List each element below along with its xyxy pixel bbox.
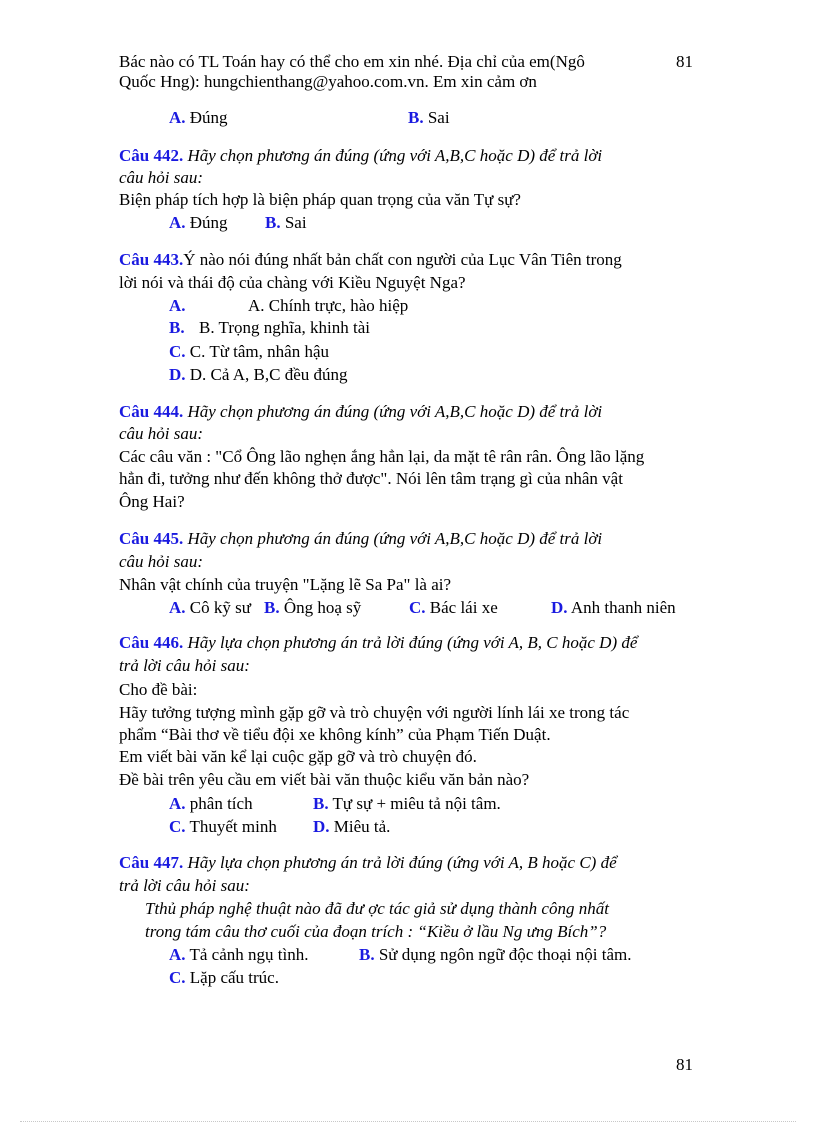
option-d-text: Miêu tả. (333, 817, 391, 836)
option-b-text: Tự sự + miêu tả nội tâm. (332, 794, 501, 813)
header-page-number: 81 (676, 52, 693, 71)
option-d-label: D. (313, 817, 330, 836)
question-text-cont: trong tám câu thơ cuối của đoạn trích : “Kiều ở lầu Ng ưng Bích”? (145, 922, 607, 941)
question-text: Tthủ pháp nghệ thuật nào đã đư ợc tác giả sử dụng thành công nhất (145, 899, 609, 918)
option-b-label: B. (313, 794, 329, 813)
option-c (169, 817, 277, 837)
option-c-text: C. Từ tâm, nhân hậu (189, 342, 329, 361)
option-c-text: Bác lái xe (429, 598, 498, 617)
option-a-label: A. (169, 108, 186, 127)
instruction-text-cont: câu hỏi sau: (119, 168, 204, 187)
question-label: Câu 445. (119, 529, 184, 548)
option-c (409, 598, 498, 618)
option-b (359, 945, 631, 965)
option-c-text: Thuyết minh (189, 817, 277, 836)
option-a-text: A. Chính trực, hào hiệp (248, 296, 409, 315)
header-line-2: Quốc Hng): hungchienthang@yahoo.com.vn. Em xin cảm ơn (119, 72, 537, 91)
option-b (265, 213, 307, 233)
option-a-label: A. (169, 213, 186, 232)
question-label: Câu 447. (119, 853, 184, 872)
option-b-label: B. (408, 108, 424, 127)
option-d (169, 365, 348, 385)
option-d-label: D. (551, 598, 568, 617)
page-bottom-divider (20, 1121, 796, 1122)
option-c (169, 342, 329, 362)
option-b (169, 318, 185, 338)
option-c (169, 968, 279, 988)
option-b-text: B. Trọng nghĩa, khinh tài (199, 318, 370, 337)
instruction-text-cont: câu hỏi sau: (119, 552, 204, 571)
option-a (169, 296, 186, 316)
option-b (264, 598, 361, 618)
option-a-text: phân tích (189, 794, 253, 813)
option-a (169, 108, 228, 128)
instruction-text: Hãy chọn phương án đúng (ứng với A,B,C hoặc D) để trả lời (187, 146, 603, 165)
option-d (313, 817, 390, 837)
footer-page-number: 81 (676, 1055, 693, 1074)
option-b-label: B. (264, 598, 280, 617)
instruction-text: Hãy chọn phương án đúng (ứng với A,B,C hoặc D) để trả lời (187, 402, 603, 421)
option-d (551, 598, 676, 618)
question-444-instruction (119, 402, 602, 422)
option-b-text: Sử dụng ngôn ngữ độc thoại nội tâm. (378, 945, 632, 964)
option-a (169, 794, 253, 814)
question-443 (119, 250, 622, 270)
question-text: Biện pháp tích hợp là biện pháp quan trọng của văn Tự sự? (119, 190, 521, 209)
option-b-text: Ông hoạ sỹ (283, 598, 362, 617)
question-text: Các câu văn : "Cổ Ông lão nghẹn ắng hẳn lại, da mặt tê rân rân. Ông lão lặng (119, 447, 645, 466)
instruction-text: Hãy chọn phương án đúng (ứng với A,B,C hoặc D) để trả lời (187, 529, 603, 548)
option-c-label: C. (409, 598, 426, 617)
prompt-text: Hãy tưởng tượng mình gặp gỡ và trò chuyện với người lính lái xe trong tác (119, 703, 630, 722)
option-c-label: C. (169, 968, 186, 987)
option-b-text: Sai (284, 213, 307, 232)
option-a-label: A. (169, 945, 186, 964)
option-b-text: Sai (427, 108, 450, 127)
option-a (169, 213, 228, 233)
option-c-label: C. (169, 342, 186, 361)
question-text-cont: lời nói và thái độ của chàng với Kiều Nguyệt Nga? (119, 273, 466, 292)
option-d-text: Anh thanh niên (570, 598, 676, 617)
question-446-instruction (119, 633, 637, 653)
option-a-label: A. (169, 598, 186, 617)
option-a-text: Đúng (189, 213, 228, 232)
option-c-label: C. (169, 817, 186, 836)
question-text: Ý nào nói đúng nhất bản chất con người của Lục Vân Tiên trong (183, 250, 622, 269)
question-text: Nhân vật chính của truyện "Lặng lẽ Sa Pa" là ai? (119, 575, 452, 594)
option-a-text: Cô kỹ sư (189, 598, 251, 617)
option-a (169, 945, 308, 965)
option-b-label: B. (265, 213, 281, 232)
option-d-text: D. Cả A, B,C đều đúng (189, 365, 348, 384)
question-label: Câu 442. (119, 146, 184, 165)
prompt-text-cont: Em viết bài văn kể lại cuộc gặp gỡ và trò chuyện đó. (119, 747, 477, 766)
instruction-text: Hãy lựa chọn phương án trả lời đúng (ứng với A, B hoặc C) để (187, 853, 617, 872)
option-d-label: D. (169, 365, 186, 384)
question-text: Đề bài trên yêu cầu em viết bài văn thuộc kiểu văn bản nào? (119, 770, 530, 789)
instruction-text-cont: câu hỏi sau: (119, 424, 204, 443)
prompt-intro: Cho đề bài: (119, 680, 198, 699)
question-447-instruction (119, 853, 617, 873)
option-b-label: B. (359, 945, 375, 964)
option-b-label: B. (169, 318, 185, 337)
prompt-text-cont: phẩm “Bài thơ về tiểu đội xe không kính” của Phạm Tiến Duật. (119, 725, 551, 744)
instruction-text-cont: trả lời câu hỏi sau: (119, 876, 250, 895)
option-c-text: Lặp cấu trúc. (189, 968, 279, 987)
instruction-text: Hãy lựa chọn phương án trả lời đúng (ứng với A, B, C hoặc D) để (187, 633, 638, 652)
option-b (408, 108, 450, 128)
question-445-instruction (119, 529, 602, 549)
question-442-instruction (119, 146, 602, 166)
question-label: Câu 446. (119, 633, 184, 652)
question-text-cont: Ông Hai? (119, 492, 185, 511)
option-b (313, 794, 501, 814)
option-a-label: A. (169, 296, 186, 315)
question-text-cont: hẳn đi, tưởng như đến không thở được". Nói lên tâm trạng gì của nhân vật (119, 469, 623, 488)
header-line-1: Bác nào có TL Toán hay có thể cho em xin nhé. Địa chỉ của em(Ngô (119, 52, 585, 71)
option-a (169, 598, 251, 618)
instruction-text-cont: trả lời câu hỏi sau: (119, 656, 250, 675)
option-a-text: Tả cảnh ngụ tình. (189, 945, 309, 964)
option-a-label: A. (169, 794, 186, 813)
question-label: Câu 444. (119, 402, 184, 421)
question-label: Câu 443. (119, 250, 184, 269)
option-a-text: Đúng (189, 108, 228, 127)
